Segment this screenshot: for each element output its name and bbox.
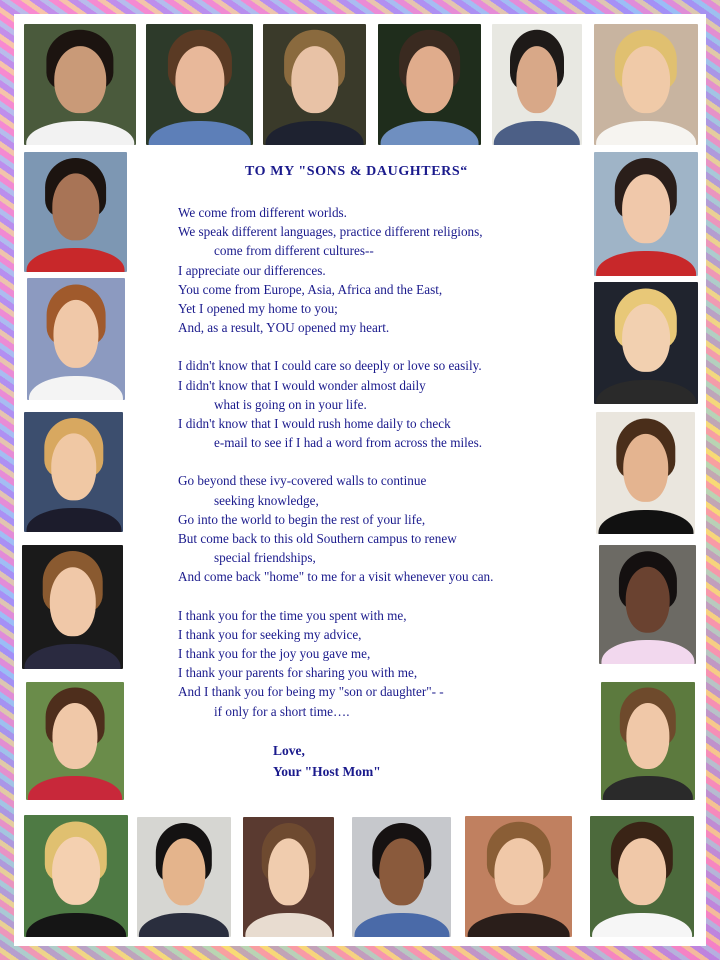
portrait-shirt [596, 380, 696, 404]
photo-bottom-2 [137, 817, 231, 937]
photo-right-4 [599, 545, 696, 664]
poem-line: You come from Europe, Asia, Africa and the East, [178, 281, 443, 297]
portrait-shirt [354, 913, 449, 937]
portrait-face [626, 703, 669, 769]
portrait-shirt [601, 640, 694, 664]
portrait-shirt [596, 121, 696, 145]
portrait-face [49, 567, 95, 636]
photo-bottom-6 [590, 816, 694, 937]
portrait-shirt [380, 121, 479, 145]
portrait-face [406, 46, 453, 114]
poem-line: We come from different worlds. [178, 205, 347, 220]
photo-left-1 [24, 152, 127, 272]
poem-line: Go beyond these ivy-covered walls to continue [178, 473, 427, 489]
poem-body [178, 203, 568, 721]
photo-bottom-5 [465, 816, 572, 937]
portrait-face [379, 839, 425, 906]
signoff-host-mom: Your "Host Mom" [273, 764, 381, 779]
portrait-shirt [596, 251, 696, 276]
poem-title: TO MY "SONS & DAUGHTERS“ [245, 164, 468, 179]
poem-line: And I thank you for being my "son or daughter"- - [178, 684, 444, 700]
portrait-shirt [148, 121, 251, 145]
poem-line: And, as a result, YOU opened my heart. [178, 320, 390, 336]
portrait-face [175, 46, 224, 114]
poem-line: if only for a short time…. [214, 703, 350, 719]
poem-line: I thank you for the time you spent with me, [178, 607, 407, 623]
portrait-shirt [139, 913, 229, 937]
poem-line: I didn't know that I could care so deeply or love so easily. [178, 358, 482, 374]
poem-line: I didn't know that I would rush home daily to check [178, 416, 451, 432]
portrait-face [53, 300, 98, 368]
photo-right-3 [596, 412, 695, 534]
portrait-face [622, 46, 670, 114]
photo-top-4 [378, 24, 481, 145]
portrait-shirt [24, 644, 121, 669]
portrait-face [54, 46, 106, 114]
poem-line: I thank your parents for sharing you with me, [178, 665, 418, 681]
portrait-shirt [494, 121, 580, 145]
poem-line: Go into the world to begin the rest of your life, [178, 511, 426, 527]
photo-left-4 [22, 545, 123, 669]
portrait-shirt [265, 121, 364, 145]
portrait-shirt [28, 776, 122, 800]
portrait-face [494, 838, 543, 906]
portrait-face [268, 839, 310, 906]
portrait-face [52, 837, 100, 905]
photo-top-5 [492, 24, 582, 145]
poem-line: I thank you for the joy you gave me, [178, 646, 371, 662]
portrait-shirt [26, 121, 134, 145]
poem-line: I thank you for seeking my advice, [178, 626, 362, 642]
poem-line: We speak different languages, practice different religions, [178, 224, 483, 240]
stanza-gap [178, 452, 568, 471]
portrait-face [622, 174, 670, 243]
portrait-face [625, 566, 670, 633]
photo-left-2 [27, 278, 125, 400]
portrait-shirt [603, 776, 693, 800]
portrait-shirt [598, 510, 693, 534]
poem-line: special friendships, [214, 550, 316, 566]
portrait-face [623, 434, 669, 502]
portrait-face [52, 174, 99, 241]
photo-left-5 [26, 682, 124, 800]
poem-line: what is going on in your life. [214, 396, 367, 412]
photo-top-3 [263, 24, 366, 145]
photo-bottom-3 [243, 817, 334, 937]
photo-left-3 [24, 412, 123, 532]
portrait-shirt [26, 913, 126, 937]
photo-top-6 [594, 24, 698, 145]
photo-bottom-4 [352, 817, 451, 937]
portrait-shirt [26, 508, 121, 532]
signoff [273, 740, 381, 782]
portrait-face [162, 839, 205, 906]
portrait-face [622, 304, 670, 372]
portrait-shirt [29, 376, 123, 400]
stanza-gap [178, 587, 568, 606]
poem-line: come from different cultures-- [214, 243, 374, 259]
stanza-gap [178, 337, 568, 356]
photo-right-1 [594, 152, 698, 276]
poem-line: e-mail to see if I had a word from across the miles. [214, 435, 483, 451]
portrait-shirt [592, 913, 692, 937]
poem-line: But come back to this old Southern campus to renew [178, 531, 457, 547]
poem-line: I appreciate our differences. [178, 262, 326, 278]
poem-line: Yet I opened my home to you; [178, 301, 338, 317]
photo-top-2 [146, 24, 253, 145]
poem-line: And come back "home" to me for a visit whenever you can. [178, 569, 494, 585]
poem-line: I didn't know that I would wonder almost daily [178, 377, 426, 393]
portrait-shirt [467, 913, 570, 937]
portrait-shirt [26, 248, 125, 272]
photo-bottom-1 [24, 815, 128, 937]
portrait-face [51, 434, 97, 501]
portrait-face [516, 46, 557, 114]
photo-top-1 [24, 24, 136, 145]
portrait-face [52, 703, 97, 769]
photo-right-5 [601, 682, 695, 800]
poem-line: seeking knowledge, [214, 492, 319, 508]
portrait-face [618, 838, 666, 906]
portrait-shirt [245, 913, 332, 937]
signoff-love: Love, [273, 743, 305, 758]
portrait-face [291, 46, 338, 114]
photo-right-2 [594, 282, 698, 404]
